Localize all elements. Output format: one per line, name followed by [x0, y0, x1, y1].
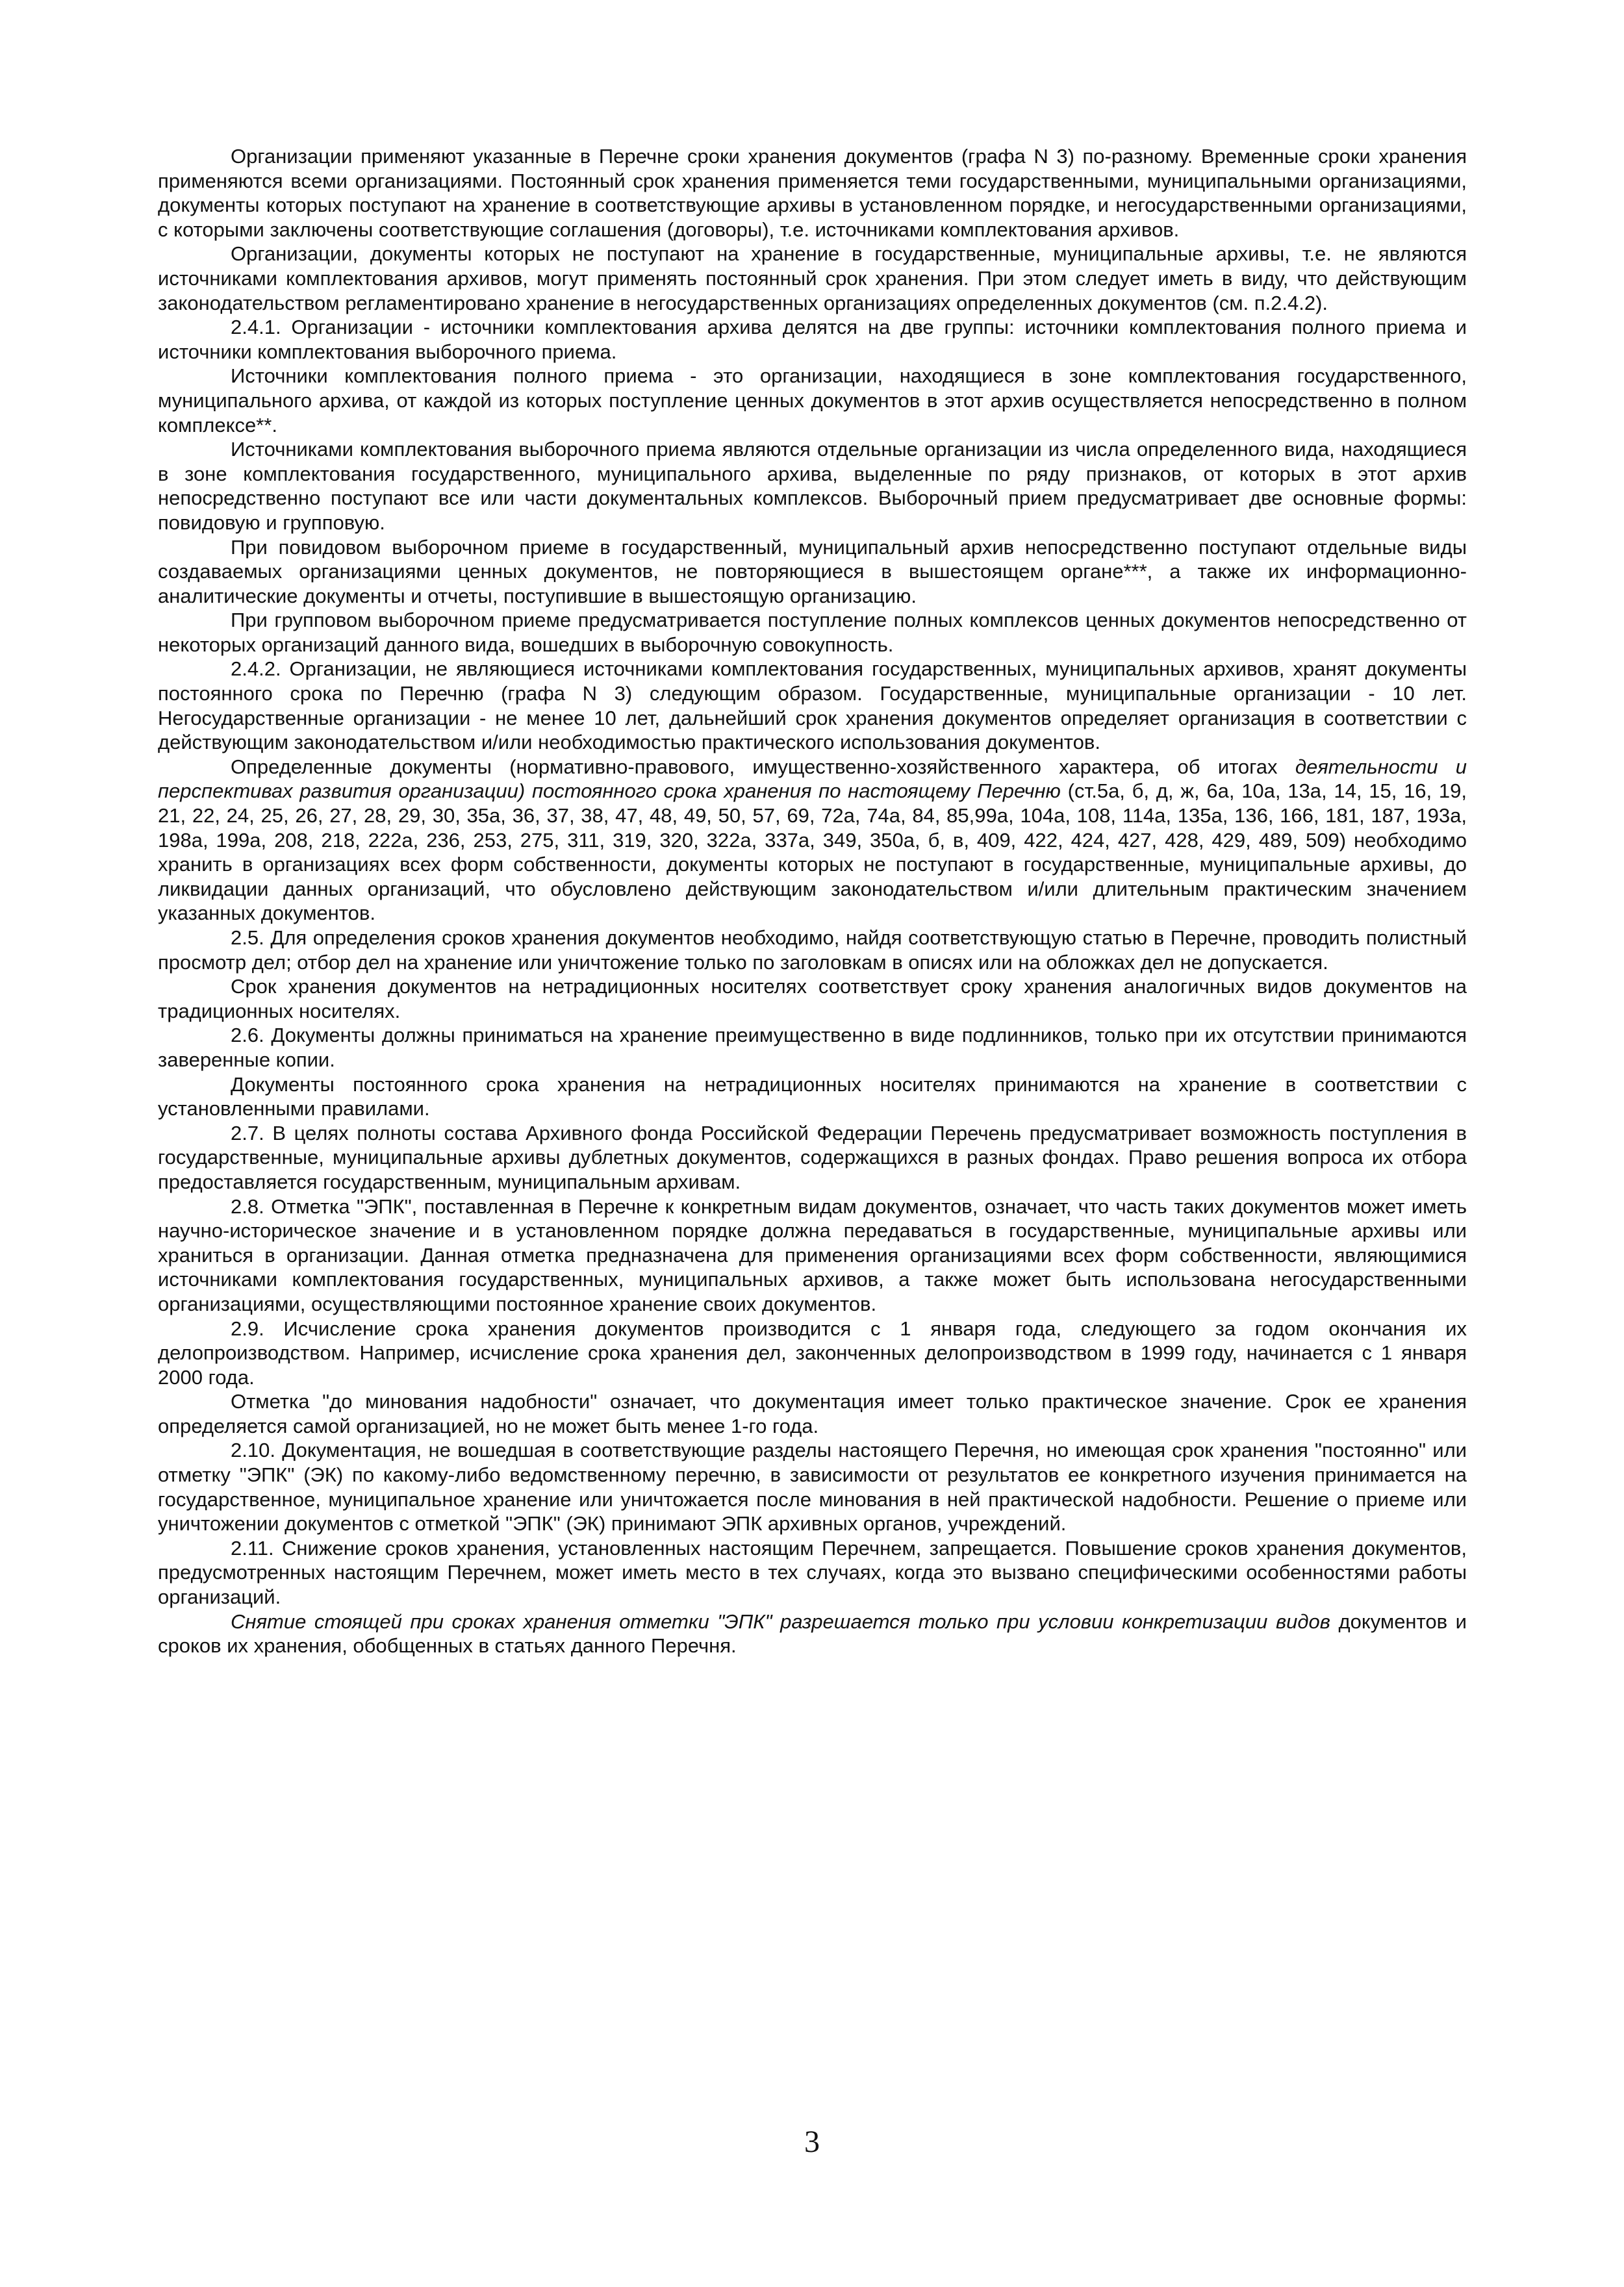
paragraph: 2.7. В целях полноты состава Архивного фонда Российской Федерации Перечень предусматривает возможность поступления в государственные, муниципальные архивы дублетных документов, содержащихся в разных фондах. Право решения вопроса их отбора предоставляется государственным, муниципальным архивам. — [158, 1121, 1467, 1193]
paragraph: 2.11. Снижение сроков хранения, установленных настоящим Перечнем, запрещается. Повышение сроков хранения документов, предусмотренных настоящим Перечнем, может иметь место в тех случаях, когда это вызвано специфическими особенностями работы организаций. — [158, 1536, 1467, 1609]
page-number: 3 — [804, 2125, 820, 2159]
paragraph: 2.9. Исчисление срока хранения документов производится с 1 января года, следующего за годом окончания их делопроизводством. Например, исчисление срока хранения дел, законченных делопроизводством в 1999 году, начинается с 1 января 2000 года. — [158, 1317, 1467, 1389]
paragraph: Срок хранения документов на нетрадиционных носителях соответствует сроку хранения аналогичных видов документов на традиционных носителях. — [158, 975, 1467, 1022]
paragraph: 2.4.1. Организации - источники комплектования архива делятся на две группы: источники комплектования полного приема и источники комплектования выборочного приема. — [158, 316, 1467, 363]
paragraph: 2.10. Документация, не вошедшая в соответствующие разделы настоящего Перечня, но имеющая срок хранения "постоянно" или отметку "ЭПК" (ЭК) по какому-либо ведомственному перечню, в зависимости от результатов ее конкретного изучения принимается на государственное, муниципальное хранение или уничтожается после минования в ней практической надобности. Решение о приеме или уничтожении документов с отметкой "ЭПК" (ЭК) принимают ЭПК архивных органов, учреждений. — [158, 1439, 1467, 1535]
text-run: документов и сроков их хранения, обобщенных в статьях данного Перечня. — [158, 1610, 1467, 1658]
paragraph: 2.5. Для определения сроков хранения документов необходимо, найдя соответствующую статью в Перечне, проводить полистный просмотр дел; отбор дел на хранение или уничтожение только по заголовкам в описях или на обложках дел не допускается. — [158, 926, 1467, 974]
paragraph: Отметка "до минования надобности" означает, что документация имеет только практическое значение. Срок ее хранения определяется самой организацией, но не может быть менее 1-го года. — [158, 1390, 1467, 1437]
paragraph: Организации применяют указанные в Перечне сроки хранения документов (графа N 3) по-разному. Временные сроки хранения применяются всеми организациями. Постоянный срок хранения применяется теми государственными, муниципальными организациями, документы которых поступают на хранение в соответствующие архивы в установленном порядке, и негосударственными организациями, с которыми заключены соответствующие соглашения (договоры), т.е. источниками комплектования архивов. — [158, 145, 1467, 241]
paragraph-mixed — [158, 1610, 1467, 1658]
paragraph: Источники комплектования полного приема - это организации, находящиеся в зоне комплектования государственного, муниципального архива, от каждой из которых поступление ценных документов в этот архив осуществляется непосредственно в полном комплексе**. — [158, 364, 1467, 436]
paragraph: При групповом выборочном приеме предусматривается поступление полных комплексов ценных документов непосредственно от некоторых организаций данного вида, вошедших в выборочную совокупность. — [158, 609, 1467, 656]
document-body — [158, 144, 1467, 1658]
paragraph: Документы постоянного срока хранения на нетрадиционных носителях принимаются на хранение в соответствии с установленными правилами. — [158, 1072, 1467, 1120]
paragraph: Организации, документы которых не поступают на хранение в государственные, муниципальные архивы, т.е. не являются источниками комплектования архивов, могут применять постоянный срок хранения. При этом следует иметь в виду, что действующим законодательством регламентировано хранение в негосударственных организациях определенных документов (см. п.2.4.2). — [158, 242, 1467, 314]
paragraph: 2.6. Документы должны приниматься на хранение преимущественно в виде подлинников, только при их отсутствии принимаются заверенные копии. — [158, 1024, 1467, 1071]
paragraph-mixed — [158, 755, 1467, 926]
paragraph: При повидовом выборочном приеме в государственный, муниципальный архив непосредственно поступают отдельные виды создаваемых организациями ценных документов, не повторяющиеся в вышестоящем органе***, а также их информационно-аналитические документы и отчеты, поступившие в вышестоящую организацию. — [158, 535, 1467, 607]
text-run: (ст.5а, б, д, ж, 6а, 10а, 13а, 14, 15, 16, 19, 21, 22, 24, 25, 26, 27, 28, 29, 30, 35а, 36, 37, 38, 47, 48, 49, 50, 57, 69, 72а, 74а, 84, 85,99а, 104а, 108, 114а, 135а, 136, 166, 181, 187, 193а, 198а, 199а, 208, 218, 222а, 236, 253, 275, 311, 319, 320, 322а, 337а, 349, 350а, б, в, 409, 422, 424, 427, 428, 429, 489, 509) необходимо хранить в организациях всех форм собственности, документы которых не поступают в государственные, муниципальные архивы, до ликвидации данных организаций, что обусловлено действующим законодательством и/или длительным практическим значением указанных документов. — [158, 779, 1467, 925]
text-run-italic: Снятие стоящей при сроках хранения отметки "ЭПК" разрешается только при условии конкретизации видов — [231, 1610, 1330, 1633]
paragraph: 2.4.2. Организации, не являющиеся источниками комплектования государственных, муниципальных архивов, хранят документы постоянного срока по Перечню (графа N 3) следующим образом. Государственные, муниципальные организации - 10 лет. Негосударственные организации - не менее 10 лет, дальнейший срок хранения документов определяет организация в соответствии с действующим законодательством и/или необходимостью практического использования документов. — [158, 657, 1467, 754]
paragraph: 2.8. Отметка "ЭПК", поставленная в Перечне к конкретным видам документов, означает, что часть таких документов может иметь научно-историческое значение и в установленном порядке должна передаваться в государственные, муниципальные архивы или храниться в организации. Данная отметка предназначена для применения организациями всех форм собственности, являющимися источниками комплектования государственных, муниципальных архивов, а также может быть использована негосударственными организациями, осуществляющими постоянное хранение своих документов. — [158, 1194, 1467, 1315]
text-run: Определенные документы (нормативно-правового, имущественно-хозяйственного характера, об итогах — [231, 755, 1295, 778]
paragraph: Источниками комплектования выборочного приема являются отдельные организации из числа определенного вида, находящиеся в зоне комплектования государственного, муниципального архива, выделенные по ряду признаков, от которых в этот архив непосредственно поступают все или части документальных комплексов. Выборочный прием предусматривает две основные формы: повидовую и групповую. — [158, 438, 1467, 534]
text-run-italic: деятельности и перспективах развития организации) постоянного срока хранения по настоящему Перечню — [158, 755, 1467, 803]
